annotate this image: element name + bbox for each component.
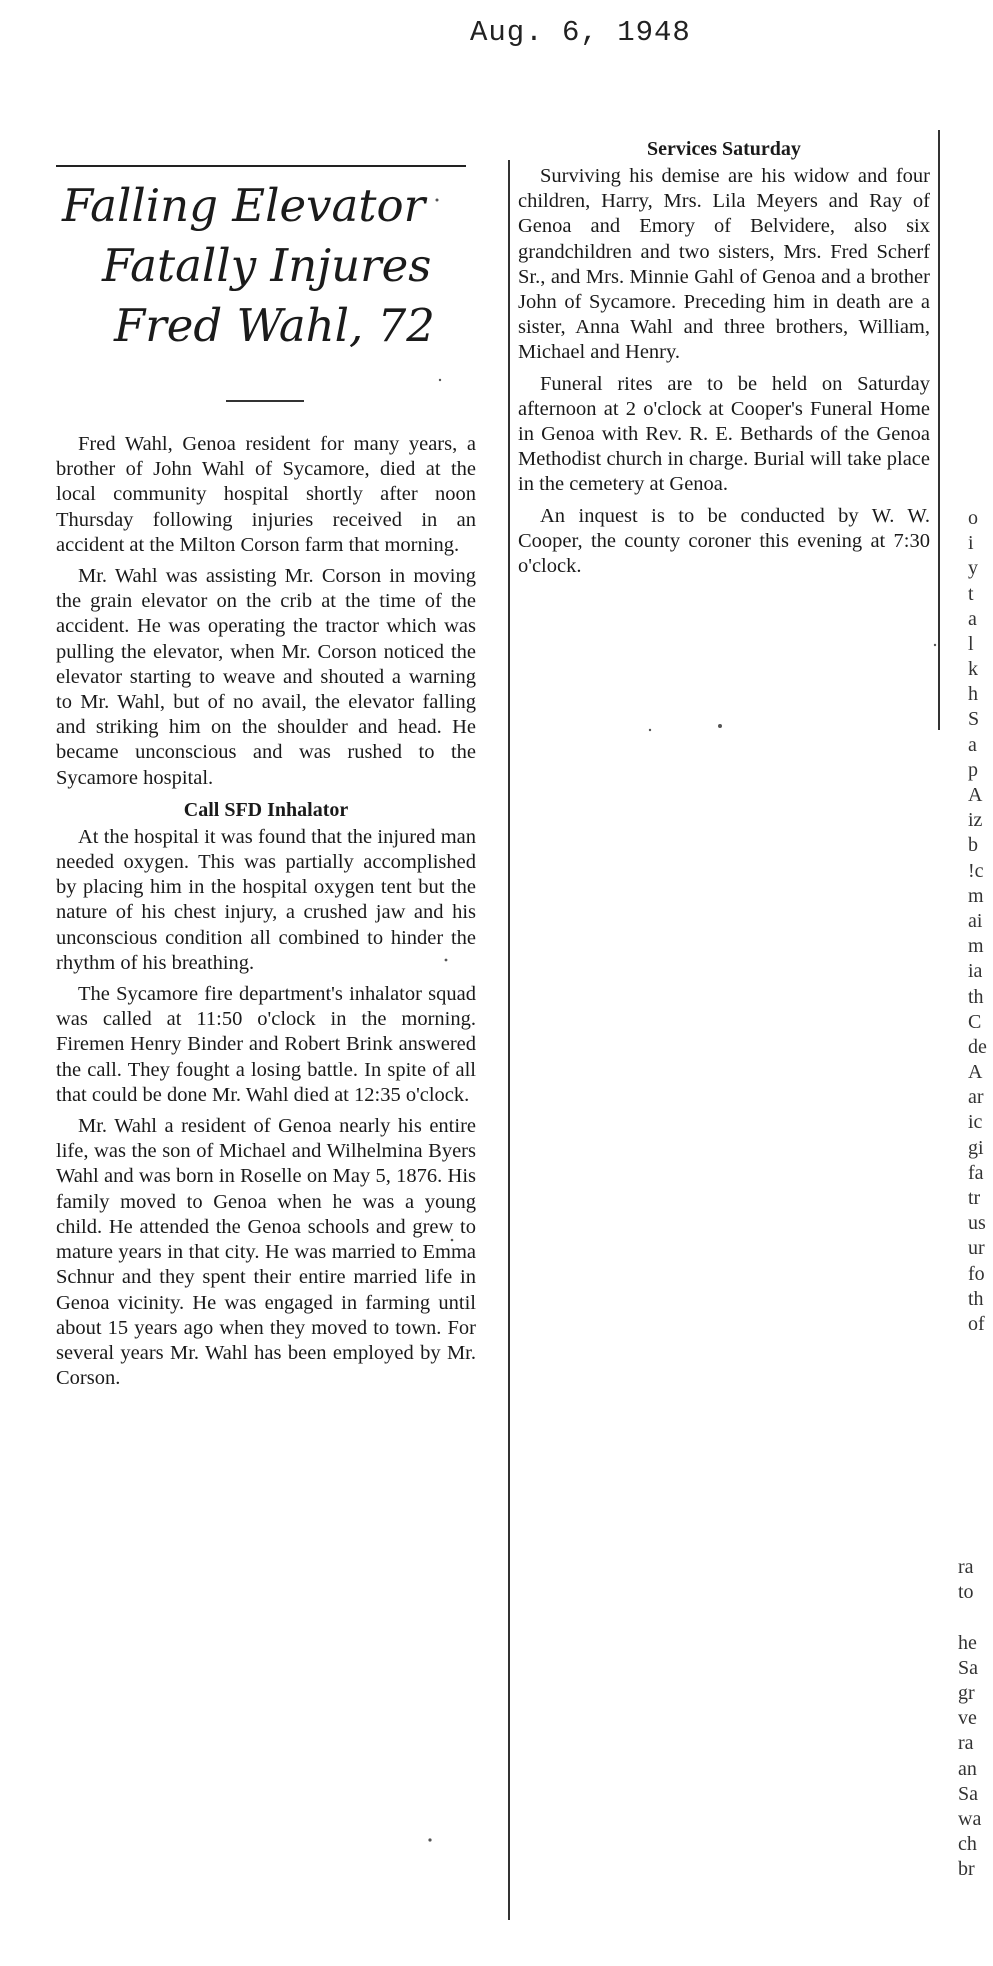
edge-fragment-line: ra (958, 1556, 974, 1578)
edge-fragment-line: th (968, 1287, 984, 1310)
headline-line-1: Falling Elevator (62, 179, 426, 232)
edge-fragment-line: S (968, 708, 980, 731)
edge-fragment-line: h (968, 683, 978, 706)
edge-fragment-line: l (968, 632, 974, 655)
edge-fragment-line: Sa (958, 1782, 978, 1805)
edge-fragment-line: p (968, 758, 978, 781)
edge-fragment-line: an (958, 1757, 977, 1780)
edge-fragment-line: tr (968, 1187, 981, 1209)
edge-fragment-line: fo (968, 1262, 985, 1285)
edge-fragment-line: ve (958, 1707, 977, 1730)
edge-fragment-line: Sa (958, 1656, 978, 1679)
edge-fragment-line: ra (958, 1732, 974, 1755)
edge-fragment-line: C (968, 1010, 982, 1033)
edge-fragment-line: br (958, 1858, 975, 1881)
edge-fragment-line: of (968, 1312, 985, 1335)
headline-line-2: Fatally Injures (102, 239, 432, 292)
article-paragraph: An inquest is to be conducted by W. W. Cooper, the county coroner this evening at 7:30 o'clock. (518, 504, 930, 578)
subhead-inhalator: Call SFD Inhalator (183, 798, 349, 821)
edge-fragment-line: a (968, 607, 977, 630)
edge-fragment-line: a (968, 733, 977, 756)
edge-fragment-line: ia (968, 960, 983, 983)
edge-fragment-line: fa (968, 1161, 984, 1184)
edge-fragment-line: b (968, 834, 978, 857)
edge-fragment-line: de (968, 1035, 987, 1058)
headline-line-3: Fred Wahl, 72 (114, 299, 435, 352)
article-paragraph: Surviving his demise are his widow and four children, Harry, Mrs. Lila Meyers and Ray of Genoa and Emory of Belvidere, also six grandchildren and two sisters, Mrs. Fred Scherf Sr., and Mrs. Minnie Gahl of Genoa and a brother John of Sycamore. Preceding him in death are a sister, Anna Wahl and three brothers, William, Michael and Henry. (518, 165, 930, 364)
edge-fragment-line: t (968, 582, 974, 605)
edge-fragment-line: i (968, 532, 974, 555)
edge-fragment-line: ch (958, 1833, 977, 1856)
edge-fragment-line: A (968, 1061, 983, 1084)
edge-fragment-line: he (958, 1631, 977, 1654)
edge-fragment-line: us (968, 1212, 986, 1235)
page-date: Aug. 6, 1948 (470, 16, 691, 49)
article-paragraph: At the hospital it was found that the injured man needed oxygen. This was partially accomplished by placing him in the hospital oxygen tent but the nature of his chest injury, a crushed jaw and his unconscious condition all combined to hinder the rhythm of his breathing. (56, 825, 476, 974)
edge-fragment-line: A (968, 784, 983, 806)
article-paragraph: Fred Wahl, Genoa resident for many years, a brother of John Wahl of Sycamore, died at the local community hospital shortly after noon Thursday following injuries received in an accident at the Milton Corson farm that morning. (56, 433, 476, 556)
edge-fragment-line: gr (958, 1681, 975, 1704)
article-paragraph: Mr. Wahl a resident of Genoa nearly his entire life, was the son of Michael and Wilhelmina Byers Wahl and was born in Roselle on May 5, 1876. His family moved to Genoa when he was a young child. He attended the Genoa schools and grew to mature years in that city. He was married to Emma Schnur and they spent their entire married life in Genoa vicinity. He was engaged in farming until about 15 years ago when they moved to town. For several years Mr. Wahl has been employed by Mr. Corson. (56, 1115, 476, 1390)
edge-fragment-line: k (968, 658, 978, 681)
edge-fragment-line: o (968, 506, 978, 529)
edge-fragment-line: wa (958, 1807, 982, 1830)
article-paragraph: Mr. Wahl was assisting Mr. Corson in moving the grain elevator on the crib at the time of the accident. He was operating the tractor which was pulling the elevator, when Mr. Corson noticed the elevator starting to weave and shouted a warning to Mr. Wahl, but of no avail, the elevator falling and striking him on the shoulder and head. He became unconscious and was rushed to the Sycamore hospital. (56, 565, 476, 789)
edge-fragment-line: ur (968, 1237, 985, 1260)
article-paragraph: Funeral rites are to be held on Saturday afternoon at 2 o'clock at Cooper's Funeral Home in Genoa with Rev. R. E. Bethards of the Genoa Methodist church in charge. Burial will take place in the cemetery at Genoa. (518, 372, 930, 496)
article-paragraph: The Sycamore fire department's inhalator squad was called at 11:50 o'clock in the morning. Firemen Henry Binder and Robert Brink answered the call. They fought a losing battle. In spite of all that could be done Mr. Wahl died at 12:35 o'clock. (56, 983, 476, 1106)
edge-fragment-line: y (968, 557, 978, 580)
edge-fragment-line: ar (968, 1086, 984, 1109)
edge-fragment-line: ic (968, 1111, 983, 1134)
edge-fragment-line: iz (968, 809, 983, 832)
edge-fragment-line: m (968, 884, 984, 907)
edge-fragment-line: !c (968, 859, 984, 882)
edge-fragment-line: th (968, 985, 984, 1008)
edge-fragment-line: gi (968, 1136, 984, 1159)
subhead-services: Services Saturday (647, 138, 801, 160)
edge-fragment-line: to (958, 1581, 974, 1604)
edge-fragment-line: ai (968, 909, 983, 932)
edge-fragment-line: m (968, 935, 984, 958)
